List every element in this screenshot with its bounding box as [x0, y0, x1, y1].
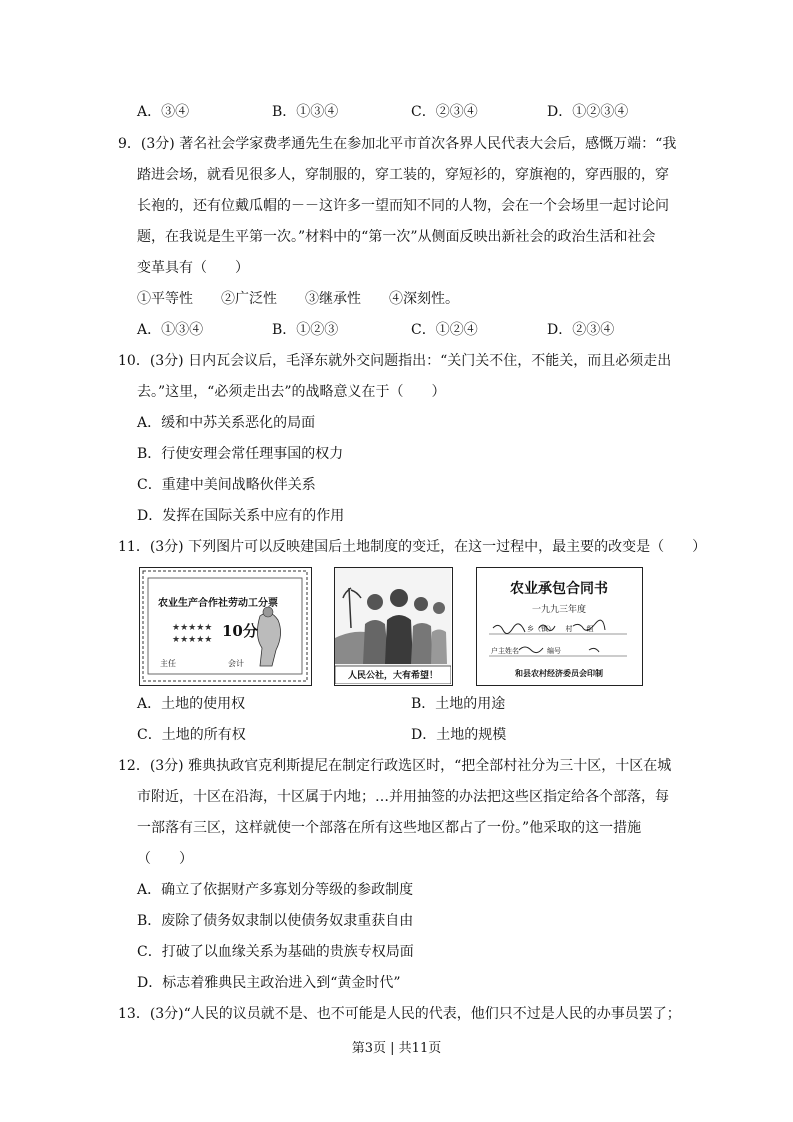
q9-line-2: 踏进会场，就看见很多人，穿制服的，穿工装的，穿短衫的，穿旗袍的，穿西服的，穿 — [137, 167, 669, 183]
page-footer: 第3页 | 共11页 — [351, 1041, 442, 1056]
q10-line-1: 10．(3分) 日内瓦会议后，毛泽东就外交问题指出：“关门关不住，不能关，而且必须走出 — [118, 353, 672, 369]
contract-year: 一九九三年度 — [531, 605, 586, 615]
q9-line-5: 变革具有（ ） — [137, 260, 249, 276]
ticket-left-label: 主任 — [160, 659, 176, 668]
q9-option-a: A．①③④ — [137, 322, 204, 338]
contract-footer: 和县农村经济委员会印制 — [515, 668, 603, 678]
q11-option-c: C．土地的所有权 — [137, 727, 246, 743]
q9-line-4: 题，在我说是生平第一次。”材料中的“第一次”从侧面反映出新社会的政治生活和社会 — [137, 229, 656, 245]
q12-option-b: B．废除了债务奴隶制以使债务奴隶重获自由 — [137, 913, 414, 929]
contract-figure — [476, 567, 643, 686]
q9-option-d: D．②③④ — [547, 322, 615, 338]
q13-line-1: 13．(3分)“人民的议员就不是、也不可能是人民的代表，他们只不过是人民的办事员罢了； — [118, 1006, 681, 1022]
contract-line-1: 乡（镇） 村 组 — [527, 625, 594, 633]
q12-line-3: 一部落有三区，这样就使一个部落在所有这些地区都占了一份。”他采取的这一措施 — [137, 820, 642, 836]
q12-line-4: （ ） — [137, 851, 193, 867]
q10-line-2: 去。”这里，“必须走出去”的战略意义在于（ ） — [137, 384, 446, 400]
option-a: A．③④ — [137, 104, 190, 120]
poster-caption: 人民公社，大有希望！ — [347, 671, 438, 681]
option-b: B．①③④ — [272, 104, 339, 120]
q9-line-3: 长袍的，还有位戴瓜帽的－－这许多一望而知不同的人物，会在一个会场里一起讨论问 — [137, 198, 669, 214]
q12-line-2: 市附近，十区在沿海，十区属于内地；…并用抽签的办法把这些区指定给各个部落，每 — [137, 789, 669, 805]
q12-option-a: A．确立了依据财产多寡划分等级的参政制度 — [137, 882, 414, 898]
q9-option-b: B．①②③ — [272, 322, 339, 338]
q10-option-c: C．重建中美间战略伙伴关系 — [137, 477, 316, 493]
ticket-title: 农业生产合作社劳动工分票 — [158, 598, 278, 609]
q10-option-a: A．缓和中苏关系恶化的局面 — [137, 415, 316, 431]
commune-poster-figure — [334, 567, 453, 686]
q11-stem: 11．(3分) 下列图片可以反映建国后土地制度的变迁，在这一过程中，最主要的改变是（ ） — [118, 539, 707, 555]
q12-line-1: 12．(3分) 雅典执政官克利斯提尼在制定行政选区时，“把全部村社分为三十区，十区在城 — [118, 758, 672, 774]
contract-line-2: 户主姓名 编号 — [491, 647, 561, 655]
contract-title: 农业承包合同书 — [510, 581, 608, 597]
option-c: C．②③④ — [411, 104, 478, 120]
q12-option-d: D．标志着雅典民主政治进入到“黄金时代” — [137, 975, 401, 991]
q11-option-a: A．土地的使用权 — [137, 696, 246, 712]
q11-option-d: D．土地的规模 — [411, 727, 507, 743]
q9-line-1: 9．(3分) 著名社会学家费孝通先生在参加北平市首次各界人民代表大会后，感慨万端：“我 — [118, 136, 677, 152]
q12-option-c: C．打破了以血缘关系为基础的贵族专权局面 — [137, 944, 414, 960]
q10-option-b: B．行使安理会常任理事国的权力 — [137, 446, 344, 462]
ticket-right-label: 会计 — [228, 659, 244, 668]
q9-items: ①平等性 ②广泛性 ③继承性 ④深刻性。 — [137, 291, 459, 307]
ticket-value: 10分 — [222, 622, 258, 640]
work-point-ticket-figure — [139, 567, 312, 686]
svg-text:★★★★★: ★★★★★ — [172, 635, 213, 645]
commune-people-icon — [335, 568, 451, 684]
q11-option-b: B．土地的用途 — [411, 696, 506, 712]
q10-option-d: D．发挥在国际关系中应有的作用 — [137, 508, 345, 524]
q9-option-c: C．①②④ — [411, 322, 478, 338]
option-d: D．①②③④ — [547, 104, 629, 120]
svg-text:★★★★★: ★★★★★ — [172, 623, 213, 633]
